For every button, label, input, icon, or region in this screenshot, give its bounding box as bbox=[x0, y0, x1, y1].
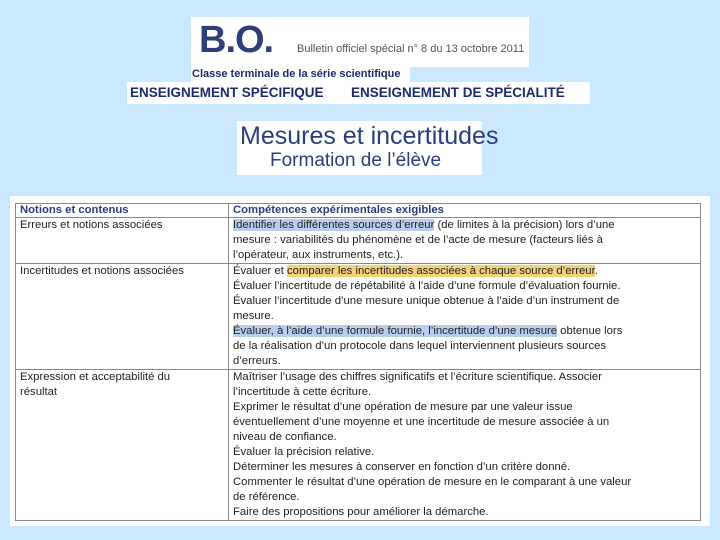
text-line: Évaluer la précision relative. bbox=[233, 446, 375, 458]
text-line: mesure. bbox=[233, 310, 274, 322]
text-line: d’erreurs. bbox=[233, 355, 281, 367]
enseignement-bar bbox=[127, 82, 590, 104]
slide-title bbox=[237, 121, 499, 175]
competence-cell bbox=[229, 264, 701, 370]
text-line: l’incertitude à cette écriture. bbox=[233, 386, 372, 398]
highlight-blue: Évaluer, à l’aide d’une formule fournie, l’incertitude d’une mesure bbox=[233, 325, 558, 337]
highlight-blue: Identifier les différentes sources d’erreur bbox=[233, 219, 435, 231]
table-row bbox=[16, 370, 701, 521]
bulletin-reference: Bulletin officiel spécial n° 8 du 13 octobre 2011 bbox=[297, 43, 525, 55]
text-line: Exprimer le résultat d’une opération de mesure par une valeur issue bbox=[233, 401, 573, 413]
header-competences: Compétences expérimentales exigibles bbox=[229, 204, 701, 218]
table-row bbox=[16, 218, 701, 264]
bo-header bbox=[191, 17, 529, 67]
title-line1: Mesures et incertitudes bbox=[240, 122, 499, 150]
text-line: mesure : variabilités du phénomène et de l’acte de mesure (facteurs liés à bbox=[233, 234, 603, 246]
text-line: Maîtriser l’usage des chiffres significatifs et l’écriture scientifique. Associer bbox=[233, 371, 602, 383]
text: (de limites à la précision) lors d’une bbox=[434, 219, 615, 231]
text-line: éventuellement d’une moyenne et une incertitude de mesure associée à un bbox=[233, 416, 610, 428]
notion-cell: Incertitudes et notions associées bbox=[16, 264, 229, 370]
enseignement-specifique-label: ENSEIGNEMENT SPÉCIFIQUE bbox=[130, 85, 324, 100]
bo-logo: B.O. bbox=[199, 19, 274, 61]
table-header-row bbox=[16, 204, 701, 218]
competence-cell bbox=[229, 370, 701, 521]
text-line: Évaluer l’incertitude de répétabilité à l’aide d’une formule d’évaluation fournie. bbox=[233, 280, 621, 292]
text: Évaluer et bbox=[233, 265, 288, 277]
competences-table bbox=[15, 203, 701, 521]
text-line: Faire des propositions pour améliorer la démarche. bbox=[233, 506, 489, 518]
text-line: Déterminer les mesures à conserver en fonction d’un critère donné. bbox=[233, 461, 571, 473]
text: obtenue lors bbox=[557, 325, 623, 337]
text-line: Commenter le résultat d’une opération de mesure en le comparant à une valeur bbox=[233, 476, 632, 488]
competence-cell bbox=[229, 218, 701, 264]
text-line: résultat bbox=[20, 386, 58, 398]
text-line: niveau de confiance. bbox=[233, 431, 337, 443]
text-line: de la réalisation d’un protocole dans lequel interviennent plusieurs sources bbox=[233, 340, 607, 352]
enseignement-specialite-label: ENSEIGNEMENT DE SPÉCIALITÉ bbox=[351, 85, 565, 100]
header-notions: Notions et contenus bbox=[16, 204, 229, 218]
text-line: Expression et acceptabilité du bbox=[20, 371, 171, 383]
document-excerpt bbox=[10, 196, 710, 526]
highlight-yellow: comparer les incertitudes associées à chaque source d’erreur bbox=[287, 265, 595, 277]
text-line: l’opérateur, aux instruments, etc.). bbox=[233, 249, 404, 261]
text-line: de référence. bbox=[233, 491, 300, 503]
text: . bbox=[594, 265, 598, 277]
notion-cell: Erreurs et notions associées bbox=[16, 218, 229, 264]
classe-label: Classe terminale de la série scientifique bbox=[191, 67, 410, 82]
title-line2: Formation de l’élève bbox=[270, 150, 442, 171]
text-line: Évaluer l’incertitude d’une mesure unique obtenue à l’aide d’un instrument de bbox=[233, 295, 620, 307]
table-row bbox=[16, 264, 701, 370]
notion-cell bbox=[16, 370, 229, 521]
